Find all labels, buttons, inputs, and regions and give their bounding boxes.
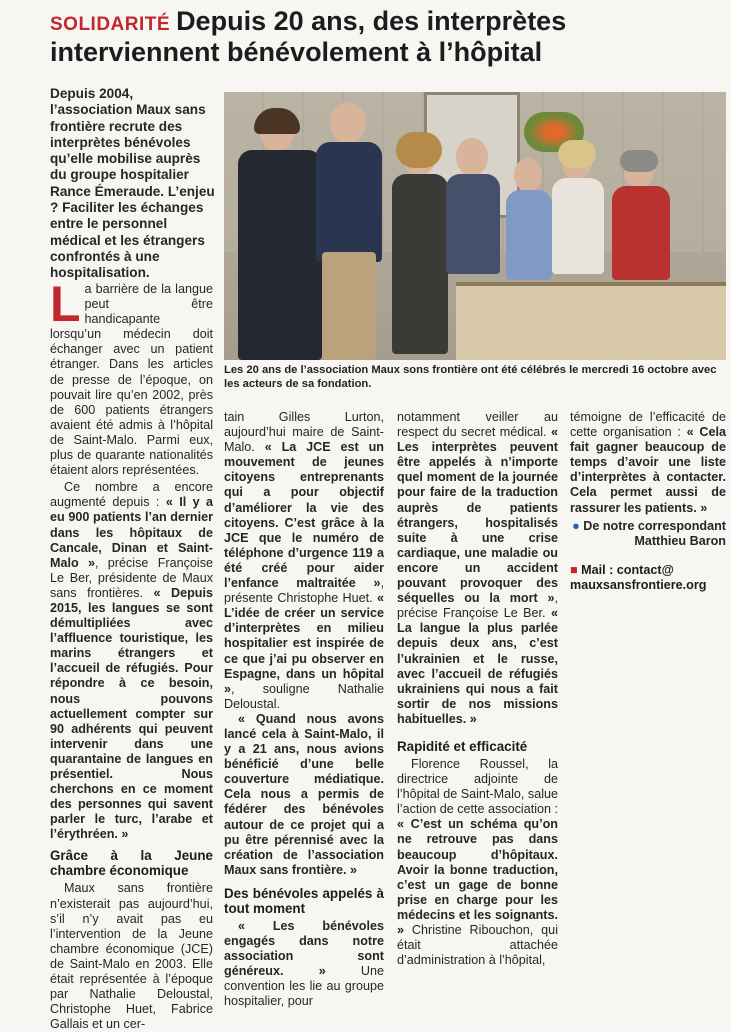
article-lead: Depuis 2004, l’association Maux sans frontière recrute des interprètes bénévoles qu’elle mobilise auprès du groupe hospitalier Rance Émeraude. L’enjeu ? Faciliter les échanges entre le personnel médical et les étrangers confrontés à une hospitalisation. xyxy=(50,86,215,281)
paragraph-text: Une convention les lie au groupe hospitalier, pour xyxy=(224,964,385,1009)
paragraph-text: , précise Françoise Le Ber, présidente de Maux sans frontières. xyxy=(50,555,213,600)
article-column-1 xyxy=(50,276,213,1032)
photo-table xyxy=(456,282,726,360)
subheading-rapidite: Rapidité et efficacité xyxy=(397,738,528,754)
article-column-2 xyxy=(224,410,384,1009)
paragraph-text: notamment veiller au respect du secret médical. xyxy=(397,410,558,440)
paragraph-text: , souligne Nathalie Deloustal. xyxy=(224,681,384,711)
section-kicker: SOLIDARITÉ xyxy=(50,14,171,35)
paragraph-text: Christine Ribouchon, qui était attachée d’administration à l’hôpital, xyxy=(397,923,558,968)
signature-line: De notre correspondant xyxy=(583,518,726,533)
quote-text: « Depuis 2015, les langues se sont démultipliées avec l’affluence touristique, les marins étrangers et l’accueil de réfugiés. Pour répondre à ce besoin, nous pouvons actuellement compter sur 90 adhérents qui peuvent intervenir dans une quarantaine de langues en présentiel. Nous cherchons en ce moment des personnes qui savent parler le turc, l’arabe et l’érythréen. » xyxy=(50,585,213,842)
article-title: Depuis 20 ans, des interprètes interviennent bénévolement à l’hôpital xyxy=(50,6,567,67)
mail-label: Mail : contact@ xyxy=(581,562,674,577)
paragraph-text: Florence Roussel, la directrice adjointe de l’hôpital de Saint-Malo, salue l’action de cette association : xyxy=(397,756,559,817)
quote-text: « Les interprètes peuvent être appelés à n’importe quel moment de la journée pour faire de la traduction auprès de patients étrangers, hospitalisés suite à une crise cardiaque, une maladie ou encore un accident pouvant provoquer des séquelles ou la mort » xyxy=(397,425,558,606)
article-column-3 xyxy=(397,410,558,968)
author-name: Matthieu Baron xyxy=(634,533,726,548)
contact-mail xyxy=(570,563,726,593)
article-photo xyxy=(224,92,726,360)
quote-text: « Les bénévoles engagés dans notre association sont généreux. » xyxy=(224,918,384,979)
quote-text: « L’idée de créer un service d’interprètes en milieu hospitalier est inspirée de ce que j’ai pu observer en Espagne, dans un hôpital » xyxy=(224,591,384,696)
mail-domain: mauxsansfrontiere.org xyxy=(570,577,707,592)
paragraph-intro: a barrière de la langue peut être handicapante lorsqu’un médecin doit échanger avec un patient étranger. Dans les articles de presse de l’époque, on pouvait lire qu’en 2002, près de 600 patients étrangers avaient été admis à l’hôpital de Saint-Malo. Parmi eux, plus de quarante nationalités étaient alors représentées. xyxy=(50,282,213,478)
quote-text: « Cela fait gagner beaucoup de temps d’avoir une liste d’interprètes à contacter. Cela permet aussi de rassurer les patients. » xyxy=(570,425,726,515)
red-square-icon: ■ xyxy=(570,562,578,577)
paragraph-text: , présente Christophe Huet. xyxy=(224,576,384,606)
article-column-4 xyxy=(570,410,726,593)
bullet-dot-icon: ● xyxy=(572,518,580,533)
quote-text: « La JCE est un mouvement de jeunes citoyens entreprenants qui a pour objectif d’améliorer la vie des citoyens. C’est grâce à la JCE que le numéro de téléphone d’urgence 119 a été créé pour aider l’enfance maltraitée » xyxy=(224,440,384,591)
paragraph-text: , précise Françoise Le Ber. xyxy=(397,591,558,621)
subheading-benevoles: Des bénévoles appelés à tout moment xyxy=(224,885,384,916)
photo-caption: Les 20 ans de l’association Maux sons frontière ont été célébrés le mercredi 16 octobre avec les acteurs de sa fondation. xyxy=(224,364,717,390)
drop-cap: L xyxy=(50,276,81,332)
paragraph-text: témoigne de l’efficacité de cette organisation : xyxy=(570,410,726,440)
paragraph-text: tain Gilles Lurton, aujourd’hui maire de Saint-Malo. xyxy=(224,410,384,455)
paragraph-text: Maux sans frontière n’existerait pas aujourd’hui, s’il n’y avait pas eu l’intervention de la Jeune chambre économique (JCE) de Saint-Malo en 2003. Elle était représentée à l’époque par Nathalie Deloustal, Christophe Huet, Fabrice Gallais et un cer- xyxy=(50,881,213,1032)
quote-text: « Quand nous avons lancé cela à Saint-Malo, il y a 21 ans, nous avions bénéficié d’une belle couverture médiatique. Cela nous a permis de fédérer des bénévoles autour de ce projet qui a pu être pérennisé avec la création de l’association Maux sans frontière. » xyxy=(224,711,384,877)
quote-text: « La langue la plus parlée depuis deux ans, c’est l’ukrainien et le russe, avec l’accueil de réfugiés ukrainiens qui nous a fait sortir de nos missions habituelles. » xyxy=(397,606,558,726)
author-signature xyxy=(570,519,726,549)
quote-text: « C’est un schéma qu’on ne retrouve pas dans beaucoup d’hôpitaux. Avoir la bonne traduction, c’est un gage de bonne prise en charge pour les médecins et les soignants. » xyxy=(397,817,558,937)
headline xyxy=(50,6,722,68)
quote-text: « Il y a eu 900 patients l’an dernier dans les hôpitaux de Cancale, Dinan et Saint-Malo » xyxy=(50,495,213,570)
subheading-jce: Grâce à la Jeune chambre économique xyxy=(50,848,213,879)
paragraph-text: Ce nombre a encore augmenté depuis : xyxy=(50,480,213,510)
